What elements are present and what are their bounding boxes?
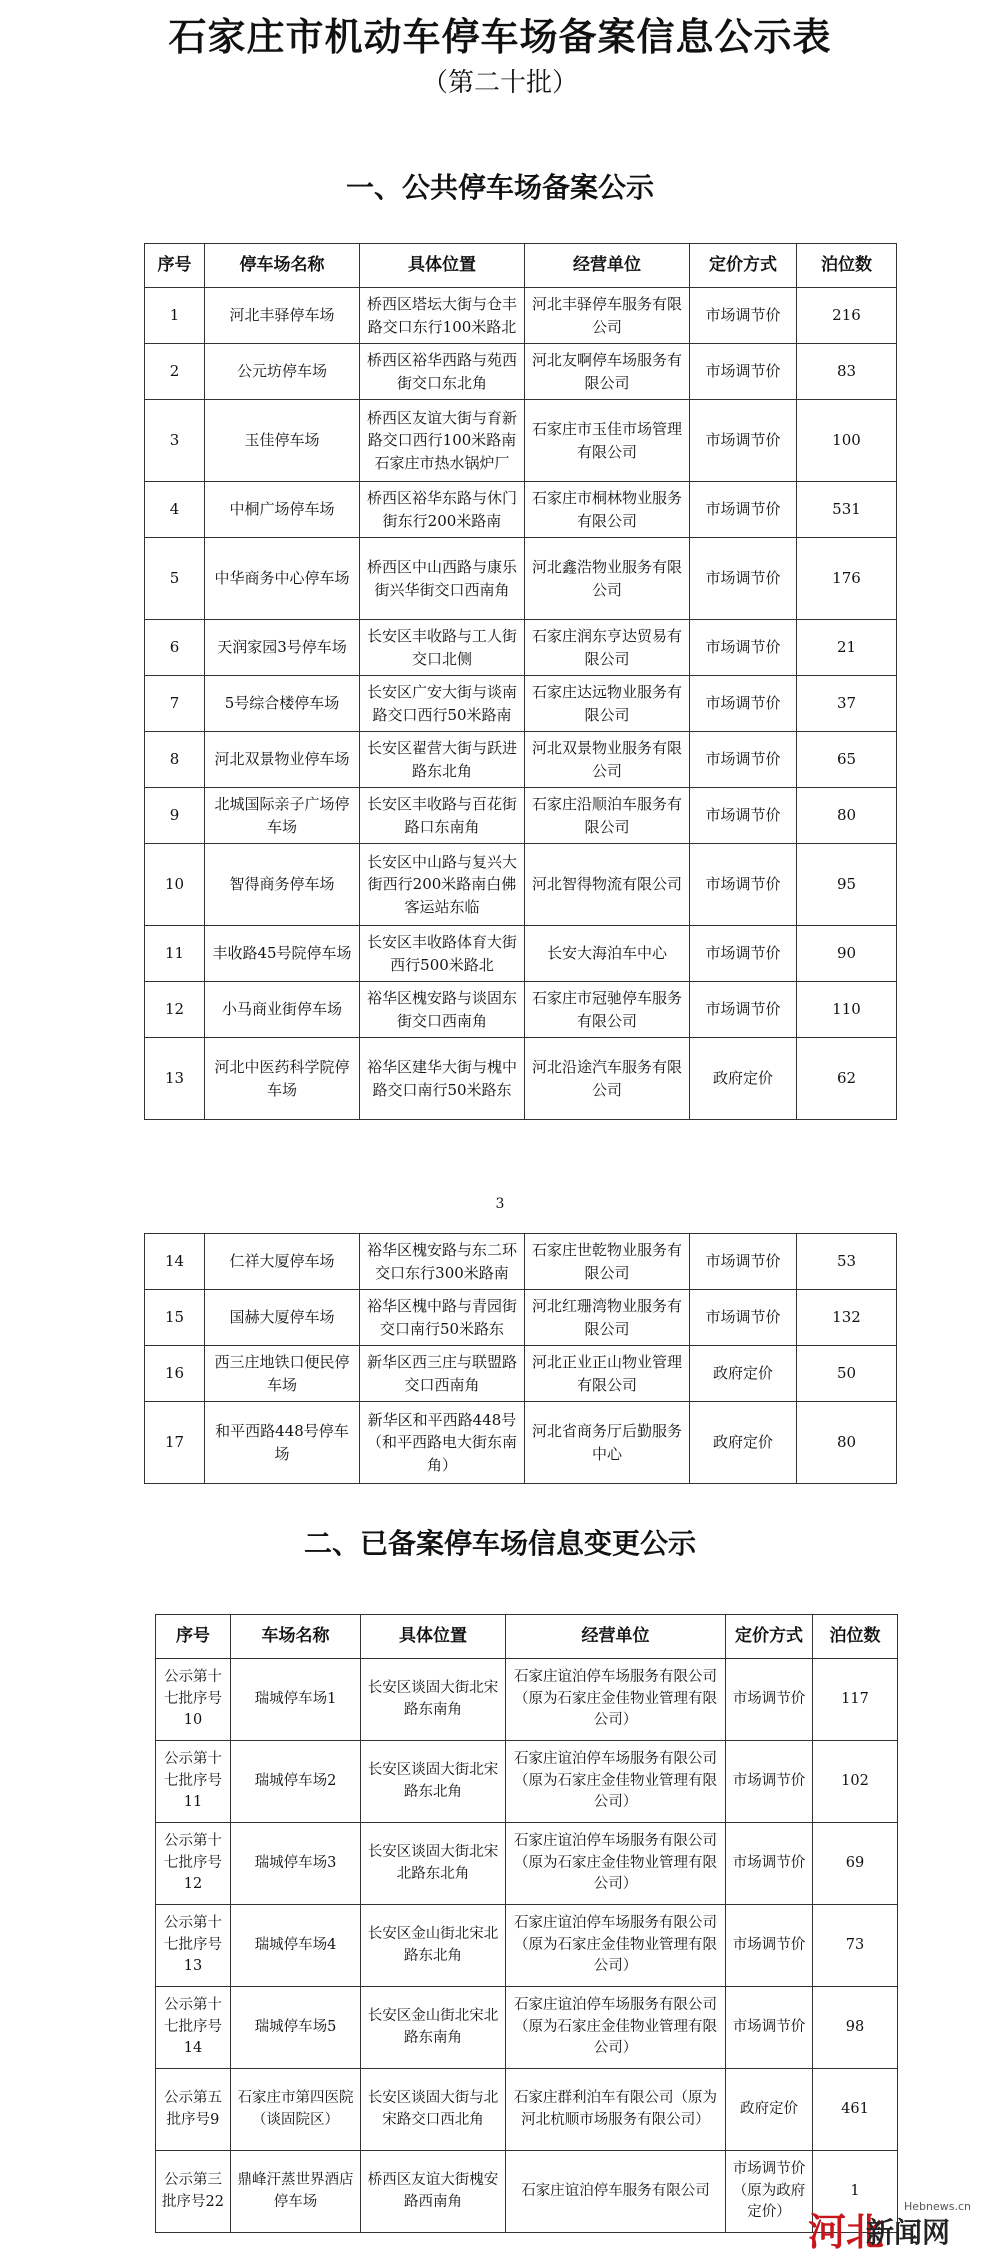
- cell-operator: 石家庄谊泊停车场服务有限公司（原为石家庄金佳物业管理有限公司）: [506, 1905, 726, 1987]
- cell-location: 长安区谈固大街北宋北路东北角: [361, 1823, 506, 1905]
- cell-operator: 石家庄市冠驰停车服务有限公司: [525, 982, 690, 1038]
- cell-operator: 长安大海泊车中心: [525, 926, 690, 982]
- col-header-spaces: 泊位数: [813, 1615, 898, 1659]
- cell-pricing: 市场调节价: [726, 1741, 813, 1823]
- table-row: [145, 926, 897, 982]
- cell-spaces: 95: [797, 844, 897, 926]
- cell-spaces: 62: [797, 1038, 897, 1120]
- cell-index: 5: [145, 538, 205, 620]
- cell-index: 公示第五批序号9: [156, 2069, 231, 2151]
- cell-index: 公示第三批序号22: [156, 2151, 231, 2233]
- hebnews-watermark: [808, 2200, 988, 2256]
- cell-operator: 河北红珊湾物业服务有限公司: [525, 1290, 690, 1346]
- cell-operator: 河北丰驿停车服务有限公司: [525, 288, 690, 344]
- cell-pricing: 政府定价: [690, 1346, 797, 1402]
- col-header-pricing: 定价方式: [726, 1615, 813, 1659]
- cell-operator: 河北友啊停车场服务有限公司: [525, 344, 690, 400]
- cell-name: 玉佳停车场: [205, 400, 360, 482]
- cell-pricing: 市场调节价: [726, 1905, 813, 1987]
- cell-pricing: 市场调节价: [690, 344, 797, 400]
- cell-pricing: 政府定价: [690, 1402, 797, 1484]
- cell-name: 和平西路448号停车场: [205, 1402, 360, 1484]
- cell-spaces: 37: [797, 676, 897, 732]
- cell-location: 桥西区裕华东路与休门街东行200米路南: [360, 482, 525, 538]
- cell-pricing: 市场调节价（原为政府定价）: [726, 2151, 813, 2233]
- cell-spaces: 69: [813, 1823, 898, 1905]
- cell-operator: 石家庄谊泊停车场服务有限公司（原为石家庄金佳物业管理有限公司）: [506, 1987, 726, 2069]
- cell-location: 长安区丰收路与工人街交口北侧: [360, 620, 525, 676]
- document-subtitle: （第二十批）: [421, 68, 578, 98]
- cell-name: 瑞城停车场5: [231, 1987, 361, 2069]
- cell-spaces: 73: [813, 1905, 898, 1987]
- cell-operator: 河北正业正山物业管理有限公司: [525, 1346, 690, 1402]
- cell-spaces: 90: [797, 926, 897, 982]
- cell-pricing: 市场调节价: [690, 788, 797, 844]
- cell-operator: 河北鑫浩物业服务有限公司: [525, 538, 690, 620]
- cell-index: 2: [145, 344, 205, 400]
- watermark-domain: Hebnews.cn: [904, 2200, 972, 2213]
- cell-index: 6: [145, 620, 205, 676]
- section2-heading: 二、已备案停车场信息变更公示: [303, 1527, 696, 1560]
- cell-operator: 石家庄达远物业服务有限公司: [525, 676, 690, 732]
- public-parking-table: [144, 243, 897, 1120]
- cell-index: 7: [145, 676, 205, 732]
- cell-index: 公示第十七批序号14: [156, 1987, 231, 2069]
- cell-spaces: 80: [797, 788, 897, 844]
- cell-index: 12: [145, 982, 205, 1038]
- cell-name: 河北丰驿停车场: [205, 288, 360, 344]
- cell-index: 公示第十七批序号13: [156, 1905, 231, 1987]
- watermark-logo: 河北: [808, 2210, 885, 2254]
- cell-spaces: 110: [797, 982, 897, 1038]
- cell-name: 中桐广场停车场: [205, 482, 360, 538]
- cell-pricing: 市场调节价: [690, 926, 797, 982]
- cell-pricing: 政府定价: [690, 1038, 797, 1120]
- table-row: [156, 2151, 898, 2233]
- cell-pricing: 市场调节价: [690, 732, 797, 788]
- cell-location: 长安区金山街北宋北路东南角: [361, 1987, 506, 2069]
- table-row: [156, 1741, 898, 1823]
- cell-pricing: 市场调节价: [690, 1290, 797, 1346]
- cell-name: 石家庄市第四医院（谈固院区）: [231, 2069, 361, 2151]
- cell-location: 桥西区塔坛大街与仓丰路交口东行100米路北: [360, 288, 525, 344]
- cell-spaces: 216: [797, 288, 897, 344]
- cell-location: 桥西区中山西路与康乐街兴华街交口西南角: [360, 538, 525, 620]
- cell-index: 3: [145, 400, 205, 482]
- cell-index: 15: [145, 1290, 205, 1346]
- cell-pricing: 市场调节价: [690, 676, 797, 732]
- cell-name: 智得商务停车场: [205, 844, 360, 926]
- cell-spaces: 117: [813, 1659, 898, 1741]
- cell-operator: 河北沿途汽车服务有限公司: [525, 1038, 690, 1120]
- cell-location: 长安区中山路与复兴大街西行200米路南白佛客运站东临: [360, 844, 525, 926]
- table-row: [145, 982, 897, 1038]
- table-row: [145, 1402, 897, 1484]
- cell-location: 长安区谈固大街与北宋路交口西北角: [361, 2069, 506, 2151]
- cell-location: 长安区谈固大街北宋路东北角: [361, 1741, 506, 1823]
- cell-index: 11: [145, 926, 205, 982]
- cell-name: 瑞城停车场4: [231, 1905, 361, 1987]
- cell-pricing: 市场调节价: [690, 620, 797, 676]
- table-row: [145, 1234, 897, 1290]
- cell-operator: 石家庄世乾物业服务有限公司: [525, 1234, 690, 1290]
- cell-spaces: 461: [813, 2069, 898, 2151]
- cell-spaces: 531: [797, 482, 897, 538]
- cell-operator: 河北省商务厅后勤服务中心: [525, 1402, 690, 1484]
- cell-index: 13: [145, 1038, 205, 1120]
- cell-spaces: 100: [797, 400, 897, 482]
- table-row: [145, 288, 897, 344]
- cell-spaces: 132: [797, 1290, 897, 1346]
- table-header-row: [145, 244, 897, 288]
- col-header-spaces: 泊位数: [797, 244, 897, 288]
- cell-operator: 石家庄谊泊停车场服务有限公司（原为石家庄金佳物业管理有限公司）: [506, 1741, 726, 1823]
- cell-spaces: 1: [813, 2151, 898, 2233]
- cell-operator: 石家庄谊泊停车场服务有限公司（原为石家庄金佳物业管理有限公司）: [506, 1823, 726, 1905]
- cell-name: 北城国际亲子广场停车场: [205, 788, 360, 844]
- col-header-operator: 经营单位: [506, 1615, 726, 1659]
- cell-index: 9: [145, 788, 205, 844]
- cell-spaces: 21: [797, 620, 897, 676]
- cell-spaces: 65: [797, 732, 897, 788]
- cell-pricing: 市场调节价: [690, 982, 797, 1038]
- cell-index: 8: [145, 732, 205, 788]
- cell-pricing: 市场调节价: [690, 288, 797, 344]
- cell-pricing: 市场调节价: [690, 482, 797, 538]
- cell-index: 公示第十七批序号11: [156, 1741, 231, 1823]
- cell-operator: 石家庄润东亨达贸易有限公司: [525, 620, 690, 676]
- cell-pricing: 市场调节价: [690, 400, 797, 482]
- cell-location: 长安区谈固大街北宋路东南角: [361, 1659, 506, 1741]
- cell-operator: 石家庄市玉佳市场管理有限公司: [525, 400, 690, 482]
- cell-spaces: 98: [813, 1987, 898, 2069]
- table-row: [145, 400, 897, 482]
- cell-index: 公示第十七批序号12: [156, 1823, 231, 1905]
- cell-name: 国赫大厦停车场: [205, 1290, 360, 1346]
- cell-index: 10: [145, 844, 205, 926]
- cell-location: 长安区翟营大街与跃进路东北角: [360, 732, 525, 788]
- cell-operator: 河北智得物流有限公司: [525, 844, 690, 926]
- cell-location: 新华区西三庄与联盟路交口西南角: [360, 1346, 525, 1402]
- table-row: [145, 538, 897, 620]
- cell-index: 4: [145, 482, 205, 538]
- table-header-row: [156, 1615, 898, 1659]
- table-row: [145, 1290, 897, 1346]
- table-row: [145, 844, 897, 926]
- cell-operator: 河北双景物业服务有限公司: [525, 732, 690, 788]
- cell-index: 1: [145, 288, 205, 344]
- watermark-site-name: 新闻网: [866, 2216, 951, 2249]
- cell-pricing: 市场调节价: [726, 1823, 813, 1905]
- cell-location: 长安区丰收路与百花街路口东南角: [360, 788, 525, 844]
- table-row: [156, 1659, 898, 1741]
- cell-spaces: 83: [797, 344, 897, 400]
- col-header-index: 序号: [156, 1615, 231, 1659]
- cell-pricing: 市场调节价: [726, 1659, 813, 1741]
- cell-location: 长安区金山街北宋北路东北角: [361, 1905, 506, 1987]
- cell-name: 瑞城停车场3: [231, 1823, 361, 1905]
- cell-name: 瑞城停车场2: [231, 1741, 361, 1823]
- cell-name: 天润家园3号停车场: [205, 620, 360, 676]
- col-header-location: 具体位置: [361, 1615, 506, 1659]
- table-row: [145, 676, 897, 732]
- cell-location: 桥西区友谊大街槐安路西南角: [361, 2151, 506, 2233]
- cell-name: 丰收路45号院停车场: [205, 926, 360, 982]
- col-header-operator: 经营单位: [525, 244, 690, 288]
- public-parking-table-continued: [144, 1233, 897, 1484]
- cell-location: 长安区广安大街与谈南路交口西行50米路南: [360, 676, 525, 732]
- col-header-name: 车场名称: [231, 1615, 361, 1659]
- cell-spaces: 176: [797, 538, 897, 620]
- cell-index: 17: [145, 1402, 205, 1484]
- table-row: [145, 482, 897, 538]
- cell-location: 桥西区友谊大街与育新路交口西行100米路南石家庄市热水锅炉厂: [360, 400, 525, 482]
- cell-location: 新华区和平西路448号（和平西路电大街东南角）: [360, 1402, 525, 1484]
- table-row: [156, 1987, 898, 2069]
- cell-location: 裕华区槐安路与东二环交口东行300米路南: [360, 1234, 525, 1290]
- cell-name: 仁祥大厦停车场: [205, 1234, 360, 1290]
- cell-index: 公示第十七批序号10: [156, 1659, 231, 1741]
- table-row: [145, 620, 897, 676]
- cell-operator: 石家庄市桐林物业服务有限公司: [525, 482, 690, 538]
- col-header-location: 具体位置: [360, 244, 525, 288]
- cell-name: 瑞城停车场1: [231, 1659, 361, 1741]
- table-row: [156, 2069, 898, 2151]
- cell-name: 西三庄地铁口便民停车场: [205, 1346, 360, 1402]
- cell-name: 中华商务中心停车场: [205, 538, 360, 620]
- document-title: 石家庄市机动车停车场备案信息公示表: [168, 15, 832, 59]
- table-row: [145, 732, 897, 788]
- section1-heading: 一、公共停车场备案公示: [345, 171, 654, 204]
- cell-pricing: 市场调节价: [690, 844, 797, 926]
- cell-spaces: 50: [797, 1346, 897, 1402]
- cell-name: 公元坊停车场: [205, 344, 360, 400]
- cell-location: 桥西区裕华西路与苑西街交口东北角: [360, 344, 525, 400]
- cell-spaces: 102: [813, 1741, 898, 1823]
- cell-name: 河北双景物业停车场: [205, 732, 360, 788]
- cell-operator: 石家庄群利泊车有限公司（原为河北杭顺市场服务有限公司）: [506, 2069, 726, 2151]
- cell-name: 5号综合楼停车场: [205, 676, 360, 732]
- cell-spaces: 53: [797, 1234, 897, 1290]
- cell-location: 裕华区建华大街与槐中路交口南行50米路东: [360, 1038, 525, 1120]
- col-header-index: 序号: [145, 244, 205, 288]
- col-header-name: 停车场名称: [205, 244, 360, 288]
- cell-spaces: 80: [797, 1402, 897, 1484]
- cell-pricing: 市场调节价: [690, 538, 797, 620]
- cell-index: 14: [145, 1234, 205, 1290]
- table-row: [145, 1346, 897, 1402]
- table-row: [156, 1823, 898, 1905]
- cell-location: 裕华区槐安路与谈固东街交口西南角: [360, 982, 525, 1038]
- table-row: [156, 1905, 898, 1987]
- cell-pricing: 市场调节价: [690, 1234, 797, 1290]
- cell-name: 小马商业街停车场: [205, 982, 360, 1038]
- cell-pricing: 市场调节价: [726, 1987, 813, 2069]
- table-row: [145, 788, 897, 844]
- cell-operator: 石家庄沿顺泊车服务有限公司: [525, 788, 690, 844]
- registered-parking-changes-table: [155, 1614, 898, 2233]
- cell-location: 裕华区槐中路与青园街交口南行50米路东: [360, 1290, 525, 1346]
- table-row: [145, 1038, 897, 1120]
- cell-pricing: 政府定价: [726, 2069, 813, 2151]
- page-number: 3: [495, 1196, 505, 1212]
- cell-name: 河北中医药科学院停车场: [205, 1038, 360, 1120]
- cell-operator: 石家庄谊泊停车服务有限公司: [506, 2151, 726, 2233]
- cell-index: 16: [145, 1346, 205, 1402]
- col-header-pricing: 定价方式: [690, 244, 797, 288]
- cell-name: 鼎峰汗蒸世界酒店停车场: [231, 2151, 361, 2233]
- table-row: [145, 344, 897, 400]
- cell-operator: 石家庄谊泊停车场服务有限公司（原为石家庄金佳物业管理有限公司）: [506, 1659, 726, 1741]
- cell-location: 长安区丰收路体育大街西行500米路北: [360, 926, 525, 982]
